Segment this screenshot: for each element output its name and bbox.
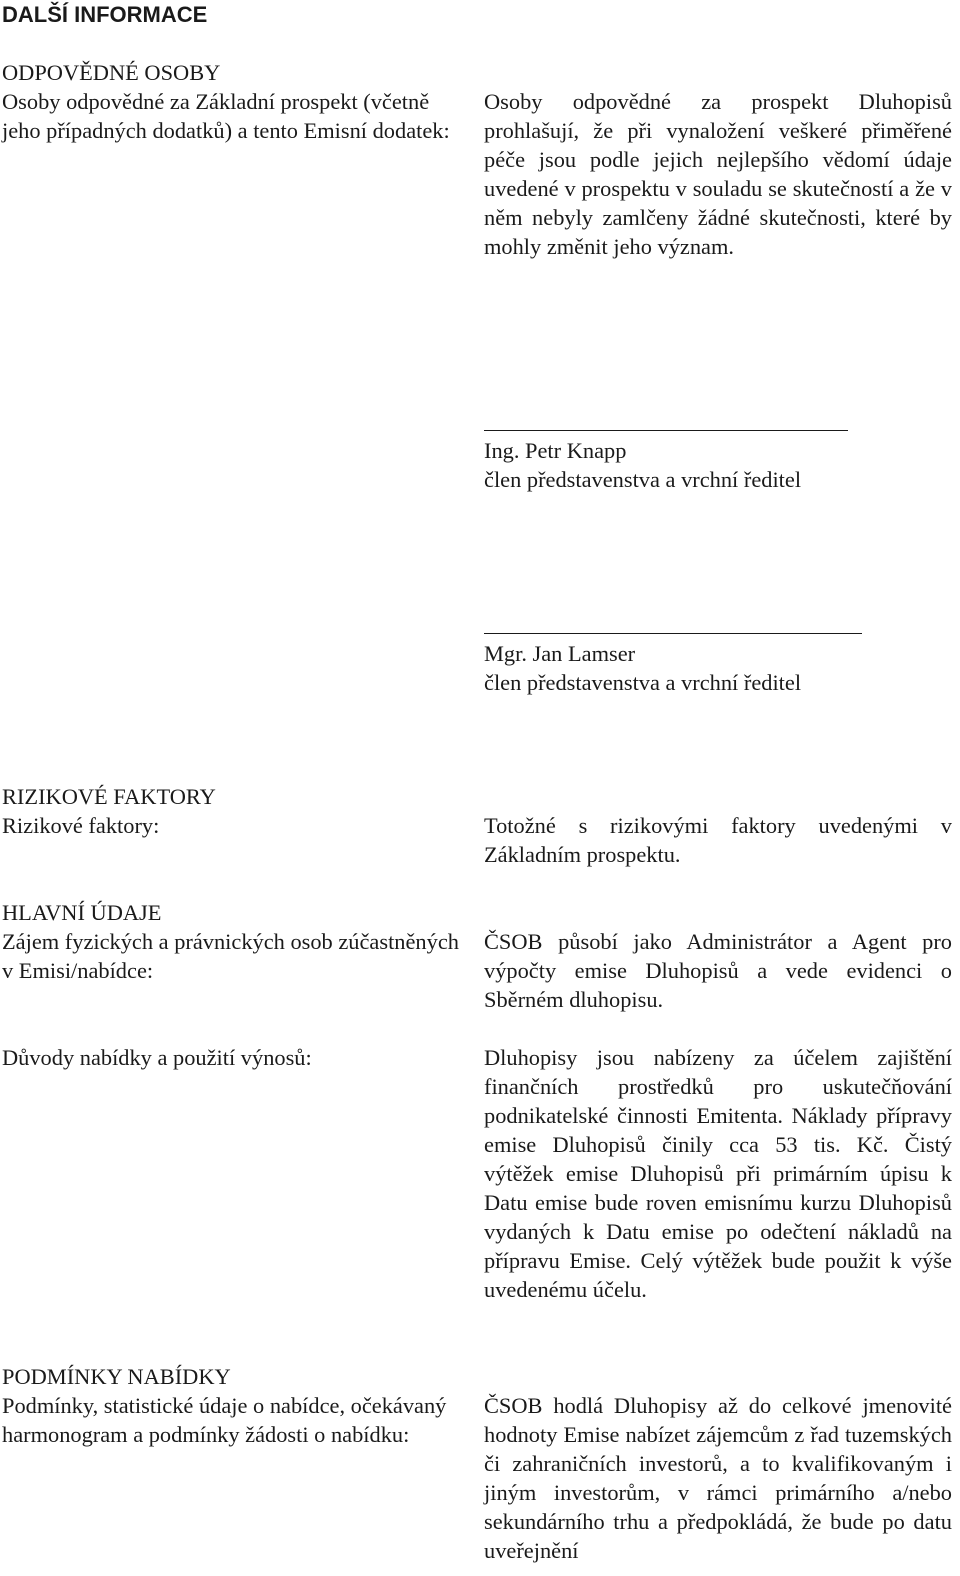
risk-left [2,782,464,840]
risk-heading: RIZIKOVÉ FAKTORY [2,784,216,809]
risk-text: Totožné s rizikovými faktory uvedenými v Základním prospektu. [484,813,952,867]
responsible-heading: ODPOVĚDNÉ OSOBY [2,60,221,85]
interest-text: ČSOB působí jako Administrátor a Agent pro výpočty emise Dluhopisů a vede evidenci o Sběrném dluhopisu. [484,929,952,1012]
responsible-text: Osoby odpovědné za prospekt Dluhopisů prohlašují, že při vynaložení veškeré přiměřené péče jsou podle jejich nejlepšího vědomí údaje uvedené v prospektu v souladu se skutečností a že v něm nebyly zamlčeny žádné skutečnosti, které by mohly změnit jeho význam. [484,89,952,259]
main-left [2,898,464,985]
reasons-text: Dluhopisy jsou nabízeny za účelem zajištění finančních prostředků pro uskutečňování podnikatelské činnosti Emitenta. Náklady přípravy emise Dluhopisů činily cca 53 tis. Kč. Čistý výtěžek emise Dluhopisů při primárním úpisu k Datu emise bude roven emisnímu kurzu Dluhopisů vydaných k Datu emise po odečtení nákladů na přípravu Emise. Celý výtěžek bude použit k výše uvedenému účelu. [484,1045,952,1302]
signature-block-1 [484,430,848,494]
conditions-label: Podmínky, statistické údaje o nabídce, očekávaný harmonogram a podmínky žádosti o nabídku: [2,1393,447,1447]
main-heading: HLAVNÍ ÚDAJE [2,900,162,925]
conditions-text: ČSOB hodlá Dluhopisy až do celkové jmenovité hodnoty Emise nabízet zájemcům z řad tuzemských či zahraničních investorů, a to kvalifikovaným i jiným investorům, v rámci primárního a/nebo sekundárního trhu a předpokládá, že bude po datu uveřejnění [484,1393,952,1563]
signature-line [484,430,848,431]
conditions-heading: PODMÍNKY NABÍDKY [2,1364,231,1389]
reasons-label: Důvody nabídky a použití výnosů: [2,1045,312,1070]
responsible-label: Osoby odpovědné za Základní prospekt (včetně jeho případných dodatků) a tento Emisní dodatek: [2,89,450,143]
signature-block-2 [484,633,862,697]
signatory-role: člen představenstva a vrchní ředitel [484,467,802,492]
signatory-name: Ing. Petr Knapp [484,438,627,463]
reasons-left [2,1043,464,1072]
conditions-left [2,1362,464,1449]
signature-line [484,633,862,634]
document-title: DALŠÍ INFORMACE [2,2,208,27]
signatory-role: člen představenstva a vrchní ředitel [484,670,802,695]
signatory-name: Mgr. Jan Lamser [484,641,636,666]
responsible-left [2,58,464,145]
risk-label: Rizikové faktory: [2,813,160,838]
interest-label: Zájem fyzických a právnických osob zúčastněných v Emisi/nabídce: [2,929,459,983]
